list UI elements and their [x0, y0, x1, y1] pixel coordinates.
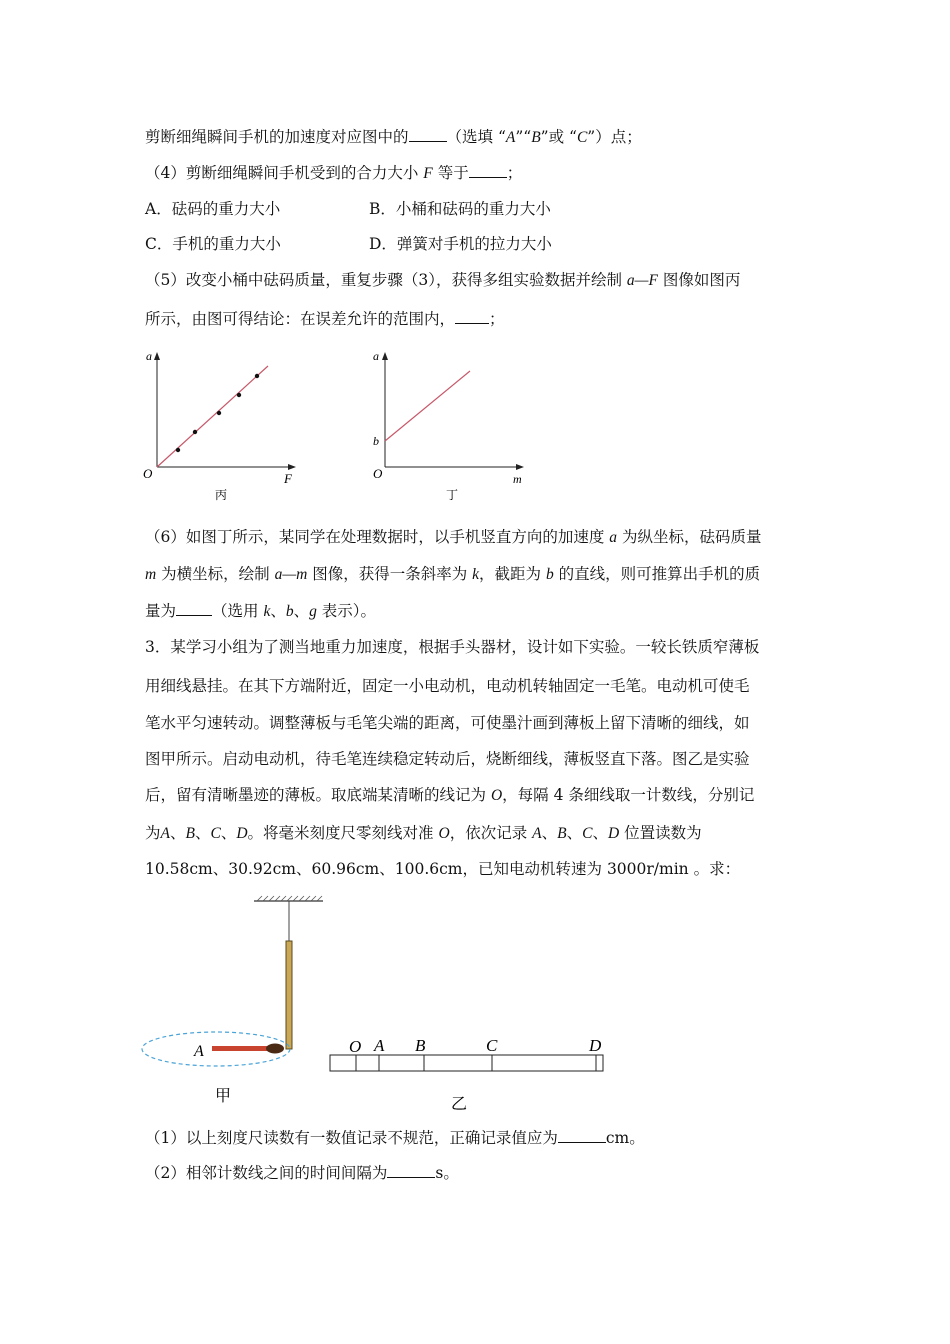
- q2-line-9: [145, 600, 376, 623]
- text: cm。: [605, 1129, 645, 1147]
- text: g: [309, 603, 317, 620]
- figure-caption: 丙: [215, 488, 228, 502]
- q3-paragraph-line: [145, 822, 702, 845]
- text: C: [582, 825, 593, 842]
- option-a[interactable]: A．砝码的重力大小: [145, 200, 281, 218]
- text: a: [609, 529, 618, 546]
- x-axis-label: m: [513, 472, 522, 486]
- x-axis-label: F: [284, 471, 292, 486]
- label-d: D: [589, 1036, 602, 1055]
- text: a—m: [274, 566, 308, 583]
- text: 为横坐标，绘制: [156, 565, 275, 583]
- text: k: [472, 566, 480, 583]
- figure-caption: 丁: [446, 488, 459, 502]
- label-o: O: [349, 1037, 362, 1056]
- text: 的直线，则可推算出手机的质: [553, 565, 761, 583]
- text: 为纵坐标，砝码质量: [617, 528, 762, 546]
- figure-ding: [373, 349, 524, 502]
- text: 。将毫米刻度尺零刻线对准: [247, 824, 439, 842]
- q3-paragraph-line: 3．某学习小组为了测当地重力加速度，根据手头器材，设计如下实验。一较长铁质窄薄板: [145, 638, 760, 656]
- intercept-label: b: [373, 434, 379, 448]
- text: 、: [270, 602, 286, 620]
- q3-paragraph-line: [145, 858, 740, 880]
- text: 。求：: [688, 860, 741, 878]
- text: B: [557, 825, 567, 842]
- text: C: [576, 129, 588, 146]
- text: 、: [566, 824, 583, 842]
- text: 、: [541, 824, 558, 842]
- option-c[interactable]: C．手机的重力大小: [145, 235, 281, 253]
- y-axis-label: a: [373, 349, 379, 363]
- fit-line: [157, 366, 268, 467]
- text: 图像，获得一条斜率为: [307, 565, 473, 583]
- brush-handle: [212, 1046, 268, 1051]
- text: ”或 “: [540, 128, 577, 146]
- q3-sub-1: [145, 1127, 645, 1149]
- label-a: A: [374, 1036, 385, 1055]
- y-axis-label: a: [146, 349, 152, 363]
- data-point: [193, 430, 197, 434]
- ceiling-hatch: [257, 896, 322, 901]
- label-c: C: [486, 1036, 498, 1055]
- answer-blank[interactable]: [558, 1127, 606, 1143]
- figure-bing: [143, 349, 296, 502]
- q3-paragraph-line: 图甲所示。启动电动机，待毛笔连续稳定转动后，烧断细线，薄板竖直下落。图乙是实验: [145, 750, 750, 768]
- label-b: B: [415, 1036, 426, 1055]
- text: ”“: [515, 128, 532, 146]
- text: （选填 “: [446, 128, 506, 146]
- text: ；: [506, 164, 523, 182]
- text: 、: [592, 824, 608, 842]
- q3-paragraph-line: [145, 784, 754, 807]
- text: 、: [169, 824, 186, 842]
- text: （4）剪断细绳瞬间手机受到的合力大小: [145, 164, 424, 182]
- text: ，依次记录: [449, 824, 533, 842]
- text: 、: [293, 602, 310, 620]
- text: 表示）。: [316, 602, 377, 620]
- figure-caption: 甲: [215, 1086, 232, 1105]
- text: C: [210, 825, 221, 842]
- data-point: [255, 374, 259, 378]
- q2-line-7: [145, 526, 761, 549]
- point-label: A: [194, 1043, 204, 1060]
- text: B: [531, 129, 541, 146]
- fit-line: [385, 371, 470, 441]
- text: D: [607, 825, 620, 842]
- text: 3000r/min: [606, 860, 689, 878]
- text: b: [545, 566, 554, 583]
- text: 所示，由图可得结论：在误差允许的范围内，: [145, 310, 456, 328]
- text: 后，留有清晰墨迹的薄板。取底端某清晰的线记为: [145, 786, 491, 804]
- text: m: [145, 566, 157, 583]
- y-arrow-icon: [382, 352, 388, 360]
- option-d[interactable]: D．弹簧对手机的拉力大小: [369, 235, 552, 253]
- answer-blank[interactable]: [387, 1162, 435, 1178]
- x-arrow-icon: [288, 464, 296, 470]
- text: （1）以上刻度尺读数有一数值记录不规范，正确记录值应为: [145, 1129, 558, 1147]
- y-arrow-icon: [154, 352, 160, 360]
- q3-sub-2: [145, 1162, 459, 1184]
- q3-paragraph-line: 用细线悬挂。在其下方端附近，固定一小电动机，电动机转轴固定一毛笔。电动机可使毛: [145, 677, 750, 695]
- text: F: [423, 165, 433, 182]
- data-point: [176, 448, 180, 452]
- text: A: [505, 129, 516, 146]
- text: 、: [220, 824, 237, 842]
- text: 、: [194, 824, 211, 842]
- text: 量为: [145, 602, 177, 620]
- text: ，截距为: [479, 565, 546, 583]
- text: 为: [145, 824, 161, 842]
- text: A: [160, 825, 170, 842]
- q3-paragraph-line: 笔水平匀速转动。调整薄板与毛笔尖端的距离，可使墨汁画到薄板上留下清晰的细线，如: [145, 714, 750, 732]
- text: 10.58cm、30.92cm、60.96cm、100.6cm，已知电动机转速为: [145, 860, 607, 878]
- text: （选用: [212, 602, 264, 620]
- x-arrow-icon: [516, 464, 524, 470]
- origin-label: O: [143, 466, 153, 481]
- figure-jia: [142, 896, 323, 1105]
- brush-tip: [266, 1044, 284, 1054]
- text: 图像如图丙: [657, 271, 741, 289]
- data-point: [237, 393, 241, 397]
- text: B: [185, 825, 195, 842]
- text: D: [236, 825, 248, 842]
- text: k: [263, 603, 271, 620]
- text: ，每隔 4 条细线取一计数线，分别记: [502, 786, 755, 804]
- text: （5）改变小桶中砝码质量，重复步骤（3），获得多组实验数据并绘制: [145, 271, 627, 289]
- origin-label: O: [373, 466, 383, 481]
- text: A: [532, 825, 542, 842]
- answer-blank[interactable]: [176, 600, 212, 616]
- iron-plate: [286, 941, 292, 1049]
- text: ”）点；: [587, 128, 642, 146]
- text: （6）如图丁所示，某同学在处理数据时，以手机竖直方向的加速度: [145, 528, 610, 546]
- text: （2）相邻计数线之间的时间间隔为: [145, 1164, 388, 1182]
- plate: [330, 1055, 603, 1071]
- text: O: [438, 825, 450, 842]
- text: 剪断细绳瞬间手机的加速度对应图中的: [145, 128, 409, 146]
- text: O: [490, 787, 503, 804]
- text: a—F: [626, 272, 658, 289]
- text: 等于: [432, 164, 469, 182]
- option-b[interactable]: B．小桶和砝码的重力大小: [369, 200, 551, 218]
- text: 位置读数为: [619, 824, 702, 842]
- text: s。: [435, 1164, 459, 1182]
- figure-caption: 乙: [451, 1094, 468, 1113]
- figure-yi: [330, 1036, 603, 1113]
- text: ；: [489, 310, 505, 328]
- q2-line-8: [145, 563, 760, 586]
- text: b: [285, 603, 294, 620]
- data-point: [217, 411, 221, 415]
